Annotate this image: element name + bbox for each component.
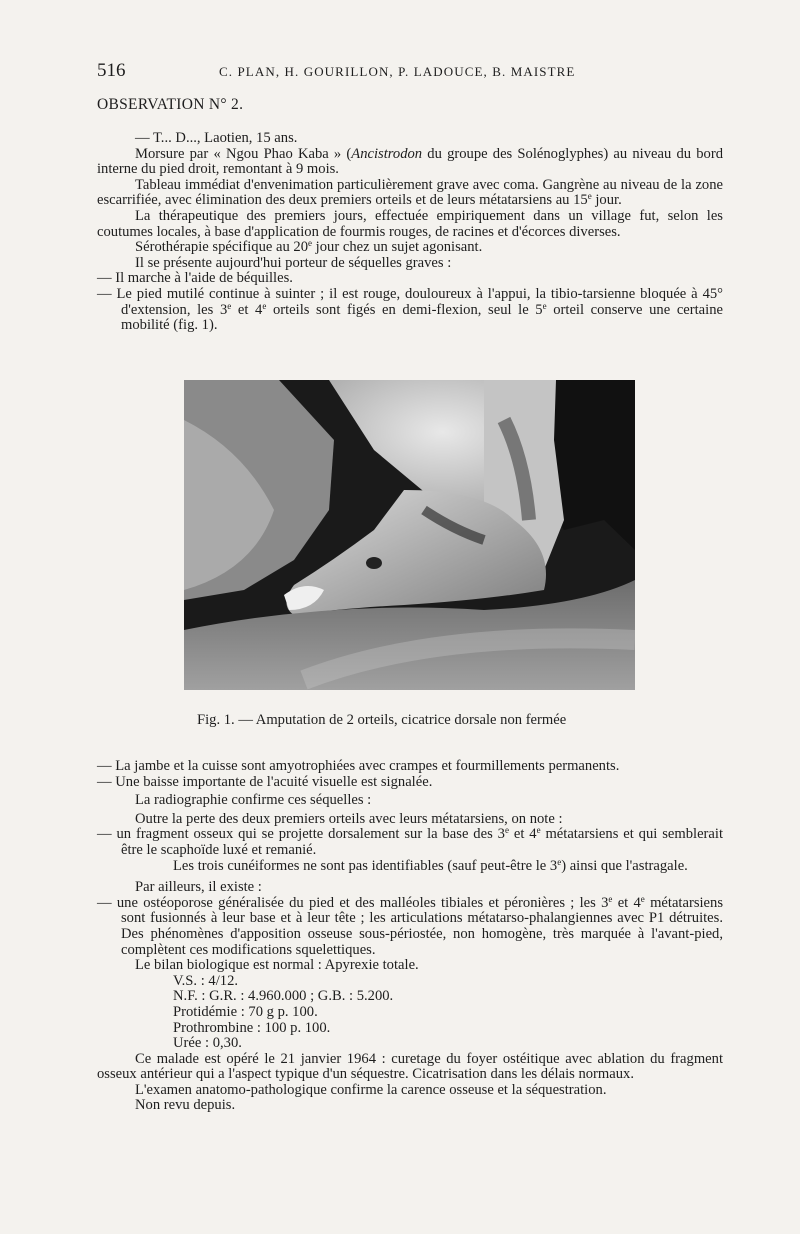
- paragraph-non-revu: Non revu depuis.: [135, 1097, 236, 1114]
- item-fragment: — un fragment osseux qui se projette dorsalement sur la base des 3e et 4e métatarsiens et qui semblerait être le scaphoïde luxé et remanié.: [97, 825, 724, 858]
- paragraph-examen: L'examen anatomo-pathologique confirme la carence osseuse et la séquestration.: [135, 1081, 607, 1098]
- lab-vs: V.S. : 4/12.: [173, 972, 239, 989]
- paragraph-bilan: Le bilan biologique est normal : Apyrexie totale.: [135, 957, 419, 974]
- figure-foot-photo: [184, 380, 635, 690]
- paragraph-morsure: Morsure par « Ngou Phao Kaba » (Ancistrodon du groupe des Solénoglyphes) au niveau du bord interne du pied droit, remontant à 9 mois.: [97, 145, 724, 178]
- item-osteoporose: — une ostéoporose généralisée du pied et des malléoles tibiales et péronières ; les 3e et 4e métatarsiens sont fusionnés à leur base et à leur tête ; les articulations métatarso-phalangiennes avec P1 détruites. Des phénomènes d'apposition osseuse sous-périostée, non homogène, très marquée à l'avant-pied, complètent ces modifications squelettiques.: [97, 893, 724, 958]
- item-pied-mutile: — Le pied mutilé continue à suinter ; il est rouge, douloureux à l'appui, la tibio-tarsienne bloquée à 45° d'extension, les 3e et 4e orteils sont figés en demi-flexion, seul le 5e orteil conserve une certaine mobilité (fig. 1).: [97, 285, 723, 334]
- observation-title: OBSERVATION N° 2.: [97, 96, 244, 113]
- observation-text-upper: [97, 131, 723, 334]
- lab-nf: N.F. : G.R. : 4.960.000 ; G.B. : 5.200.: [173, 988, 394, 1005]
- page-header: [97, 60, 723, 86]
- item-jambe: — La jambe et la cuisse sont amyotrophiées avec crampes et fourmillements permanents.: [97, 758, 620, 774]
- paragraph-radiographie: La radiographie confirme ces séquelles :: [135, 792, 372, 809]
- foot-photograph: [184, 380, 635, 690]
- lab-uree: Urée : 0,30.: [173, 1035, 242, 1052]
- paragraph-cuneiformes: Les trois cunéiformes ne sont pas identifiables (sauf peut-être le 3e) ainsi que l'astragale.: [173, 856, 688, 874]
- observation-text-lower: [97, 759, 723, 1114]
- paragraph-serotherapie: Sérothérapie spécifique au 20e jour chez un sujet agonisant.: [135, 238, 483, 256]
- page-number: 516: [97, 60, 126, 81]
- item-bequilles: — Il marche à l'aide de béquilles.: [97, 270, 293, 287]
- paragraph-tableau: Tableau immédiat d'envenimation particulièrement grave avec coma. Gangrène au niveau de la zone escarrifiée, avec élimination des deux premiers orteils et de leurs métatarsiens au 15e jour.: [97, 176, 723, 209]
- item-acuite: — Une baisse importante de l'acuité visuelle est signalée.: [97, 773, 433, 790]
- paragraph-outre: Outre la perte des deux premiers orteils avec leurs métatarsiens, on note :: [135, 810, 563, 827]
- paragraph-therapeutique: La thérapeutique des premiers jours, effectuée empiriquement dans un village fut, selon les coutumes locales, à base d'application de fourmis rouges, de racines et d'écorces diverses.: [97, 207, 723, 240]
- lab-prothrombine: Prothrombine : 100 p. 100.: [173, 1019, 331, 1036]
- paragraph-operation: Ce malade est opéré le 21 janvier 1964 : curetage du foyer ostéitique avec ablation du fragment osseux antérieur qui a l'aspect typique d'un séquestre. Cicatrisation dans les délais normaux.: [97, 1050, 723, 1083]
- figure-caption: Fig. 1. — Amputation de 2 orteils, cicatrice dorsale non fermée: [197, 712, 567, 728]
- paragraph-par-ailleurs: Par ailleurs, il existe :: [135, 879, 262, 896]
- lab-protidemie: Protidémie : 70 g p. 100.: [173, 1003, 318, 1020]
- running-head-authors: C. PLAN, H. GOURILLON, P. LADOUCE, B. MAISTRE: [219, 64, 576, 79]
- patient-line: — T... D..., Laotien, 15 ans.: [135, 130, 298, 146]
- paragraph-presentation: Il se présente aujourd'hui porteur de séquelles graves :: [135, 254, 452, 271]
